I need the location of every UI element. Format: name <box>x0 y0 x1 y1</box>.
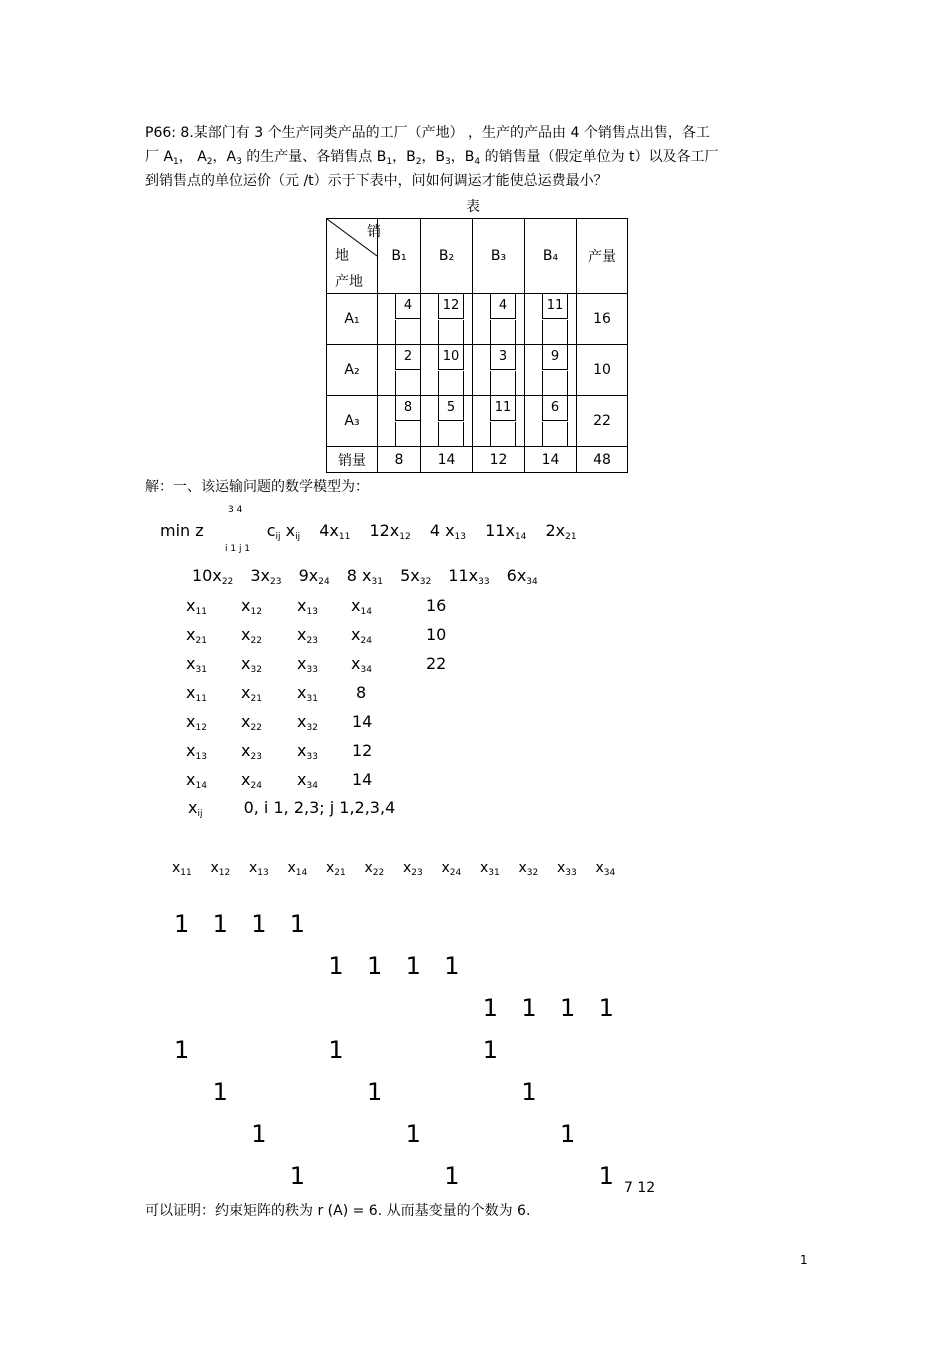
constraint-variable: $x_{13}$ <box>297 596 318 617</box>
table-caption: 表 <box>466 199 480 215</box>
table-row: A₂ 2 10 3 9 10 <box>327 345 628 396</box>
matrix-column-variable: $x_{12}$ <box>210 860 231 878</box>
transport-table <box>326 218 628 473</box>
constraint-rhs: 14 <box>352 770 373 789</box>
problem-line-3: 到销售点的单位运价（元 /t）示于下表中，问如何调运才能使总运费最小？ <box>145 173 608 189</box>
matrix-entry: 1 <box>251 910 267 938</box>
matrix-entry: 1 <box>212 1078 228 1106</box>
constraint-variable: $x_{32}$ <box>297 712 318 733</box>
matrix-column-variable: $x_{34}$ <box>595 860 616 878</box>
constraint-variable: $x_{11}$ <box>186 683 207 704</box>
constraint-variable: $x_{13}$ <box>186 741 207 762</box>
constraint-variable: $x_{33}$ <box>297 741 318 762</box>
problem-line-1: P66: 8.某部门有 3 个生产同类产品的工厂（产地） ，生产的产品由 4 个销售点出售，各工 <box>145 125 710 141</box>
objective-line-2: $10x_{22}$ $3x_{23}$ $9x_{24}$ 8 $x_{31}$ $5x_{32}$ $11x_{33}$ $6x_{34}$ <box>192 566 538 587</box>
matrix-entry: 1 <box>521 994 537 1022</box>
constraint-rhs: 14 <box>352 712 373 731</box>
matrix-column-variable: $x_{11}$ <box>172 860 192 878</box>
matrix-column-variable: $x_{32}$ <box>518 860 539 878</box>
matrix-column-variable: $x_{21}$ <box>326 860 346 878</box>
constraint-variable: $x_{22}$ <box>241 712 262 733</box>
nonnegativity-constraint: $x_{ij}$ 0, i 1, 2,3; j 1,2,3,4 <box>188 798 396 819</box>
col-header-supply: 产量 <box>577 219 628 294</box>
constraint-variable: $x_{33}$ <box>297 654 318 675</box>
matrix-column-variable: $x_{13}$ <box>249 860 269 878</box>
constraint-variable: $x_{11}$ <box>186 596 207 617</box>
constraint-variable: $x_{34}$ <box>297 770 318 791</box>
constraint-variable: $x_{24}$ <box>241 770 262 791</box>
table-row: A₁ 4 12 4 11 16 <box>327 294 628 345</box>
constraint-variable: $x_{21}$ <box>186 625 207 646</box>
constraint-rhs: 22 <box>426 654 447 673</box>
matrix-entry: 1 <box>212 910 228 938</box>
sum-lower-limits: i 1 j 1 <box>225 544 251 554</box>
matrix-column-variable: $x_{31}$ <box>480 860 500 878</box>
constraint-variable: $x_{14}$ <box>186 770 207 791</box>
table-corner-cell: 销 地 产地 <box>327 219 378 294</box>
matrix-column-variable: $x_{22}$ <box>364 860 385 878</box>
col-header-b3: B₃ <box>473 219 525 294</box>
solution-heading: 解：一、该运输问题的数学模型为： <box>145 479 369 495</box>
constraint-variable: $x_{34}$ <box>351 654 372 675</box>
matrix-entry: 1 <box>328 1036 344 1064</box>
matrix-entry: 1 <box>598 994 614 1022</box>
matrix-dimensions: 7 12 <box>624 1180 656 1196</box>
matrix-entry: 1 <box>560 994 576 1022</box>
constraint-variable: $x_{23}$ <box>241 741 262 762</box>
matrix-entry: 1 <box>289 910 306 938</box>
table-row-demand: 销量 8 14 12 14 48 <box>327 447 628 473</box>
constraint-variable: $x_{24}$ <box>351 625 372 646</box>
constraint-variable: $x_{12}$ <box>186 712 207 733</box>
matrix-entry: 1 <box>289 1162 306 1190</box>
constraint-variable: $x_{14}$ <box>351 596 372 617</box>
objective-line-1: min z $c_{ij}$ $x_{ij}$ $4x_{11}$ $12x_{12}$ 4 $x_{13}$ $11x_{14}$ $2x_{21}$ <box>160 521 577 542</box>
matrix-column-variable: $x_{33}$ <box>557 860 577 878</box>
constraint-rhs: 12 <box>352 741 373 760</box>
matrix-entry: 1 <box>174 1036 190 1064</box>
constraint-variable: $x_{31}$ <box>297 683 318 704</box>
constraint-variable: $x_{32}$ <box>241 654 262 675</box>
matrix-entry: 1 <box>367 1078 383 1106</box>
matrix-entry: 1 <box>405 1120 421 1148</box>
matrix-column-variable: $x_{24}$ <box>441 860 462 878</box>
matrix-entry: 1 <box>444 1162 460 1190</box>
constraint-variable: $x_{21}$ <box>241 683 262 704</box>
matrix-column-variable: $x_{14}$ <box>287 860 308 878</box>
matrix-entry: 1 <box>521 1078 537 1106</box>
matrix-column-variable: $x_{23}$ <box>403 860 423 878</box>
problem-line-2: 厂 $A_1$， $A_2$，$A_3$ 的生产量、各销售点 $B_1$，$B_2$，$B_3$，$B_4$ 的销售量（假定单位为 t）以及各工厂 <box>145 149 719 167</box>
col-header-b1: B₁ <box>378 219 421 294</box>
matrix-entry: 1 <box>482 1036 499 1064</box>
matrix-entry: 1 <box>598 1162 614 1190</box>
sum-upper-limits: 3 4 <box>228 505 243 515</box>
constraint-rhs: 8 <box>356 683 367 702</box>
matrix-entry: 1 <box>367 952 383 980</box>
matrix-entry: 1 <box>444 952 460 980</box>
constraint-variable: $x_{12}$ <box>241 596 262 617</box>
constraint-variable: $x_{31}$ <box>186 654 207 675</box>
matrix-entry: 1 <box>251 1120 267 1148</box>
col-header-b4: B₄ <box>525 219 577 294</box>
matrix-entry: 1 <box>560 1120 576 1148</box>
matrix-entry: 1 <box>328 952 344 980</box>
table-row: A₃ 8 5 11 6 22 <box>327 396 628 447</box>
constraint-rhs: 16 <box>426 596 447 615</box>
page-number: 1 <box>800 1253 808 1267</box>
matrix-entry: 1 <box>482 994 499 1022</box>
conclusion: 可以证明：约束矩阵的秩为 r (A) = 6. 从而基变量的个数为 6. <box>145 1203 531 1219</box>
matrix-entry: 1 <box>405 952 421 980</box>
constraint-rhs: 10 <box>426 625 447 644</box>
col-header-b2: B₂ <box>421 219 473 294</box>
constraint-variable: $x_{22}$ <box>241 625 262 646</box>
constraint-variable: $x_{23}$ <box>297 625 318 646</box>
matrix-entry: 1 <box>174 910 190 938</box>
